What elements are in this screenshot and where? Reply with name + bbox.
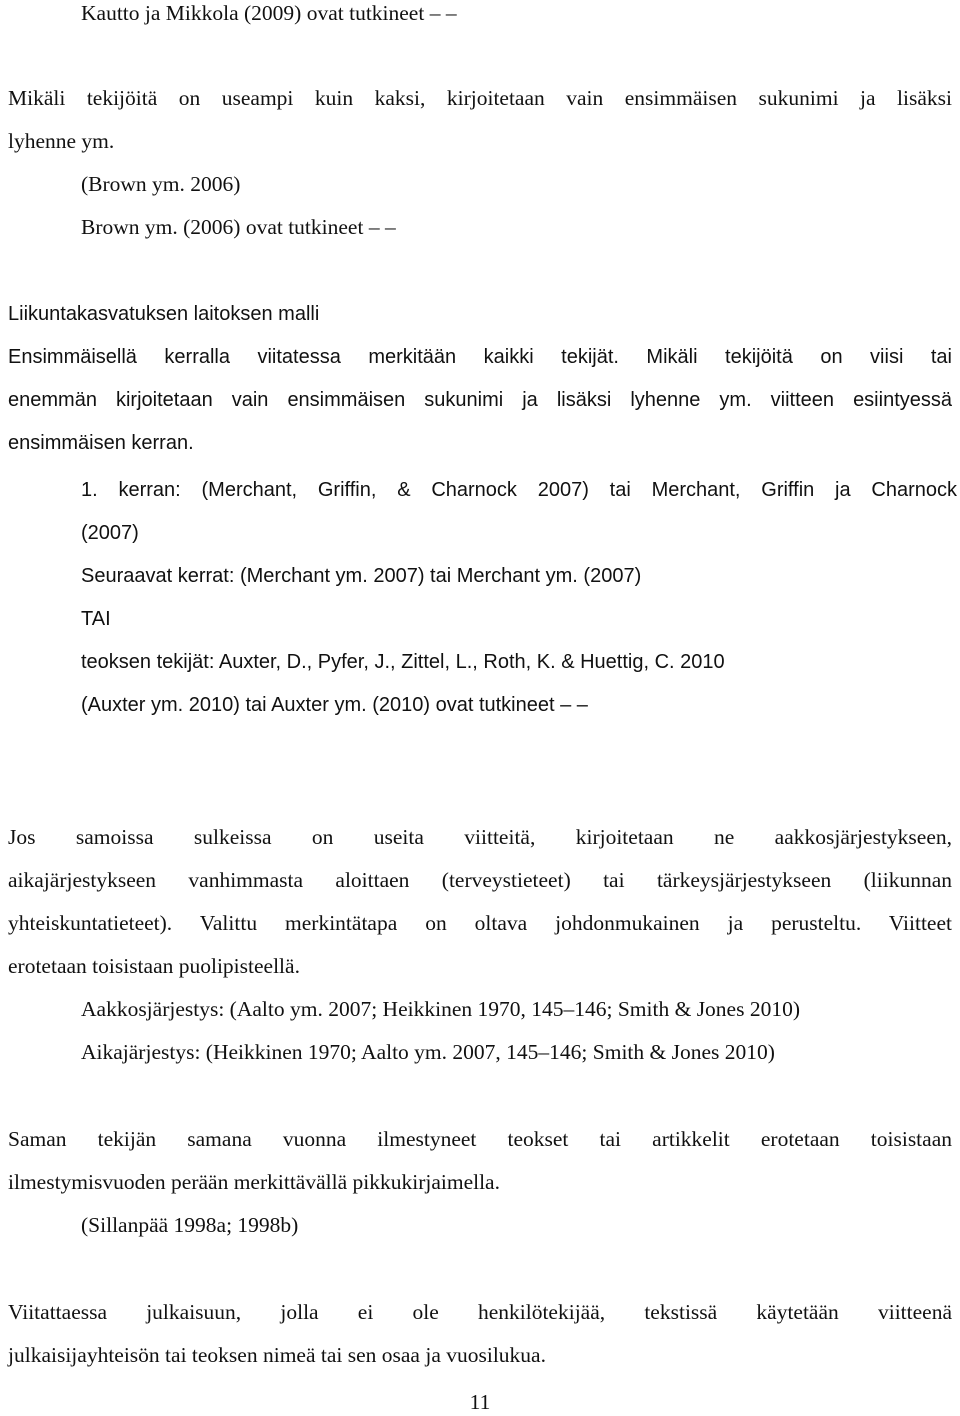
paragraph-line: ensimmäisen kerran. [8,432,194,454]
example-line: teoksen tekijät: Auxter, D., Pyfer, J., Zittel, L., Roth, K. & Huettig, C. 2010 [81,651,725,673]
paragraph-line: Jos samoissa sulkeissa on useita viitteitä, kirjoitetaan ne aakkosjärjestykseen, [8,825,952,849]
paragraph-line: aikajärjestykseen vanhimmasta aloittaen (terveystieteet) tai tärkeysjärjestykseen (liikunnan [8,868,952,892]
paragraph-line: enemmän kirjoitetaan vain ensimmäisen sukunimi ja lisäksi lyhenne ym. viitteen esiintyessä [8,389,952,411]
example-line: (2007) [81,522,139,544]
example-line: (Auxter ym. 2010) tai Auxter ym. (2010) ovat tutkineet – – [81,694,588,716]
paragraph-line: erotetaan toisistaan puolipisteellä. [8,954,300,978]
section-heading: Liikuntakasvatuksen laitoksen malli [8,303,320,325]
paragraph-line: Viitattaessa julkaisuun, jolla ei ole henkilötekijää, tekstissä käytetään viitteenä [8,1300,952,1324]
example-line: Aikajärjestys: (Heikkinen 1970; Aalto ym. 2007, 145–146; Smith & Jones 2010) [81,1040,775,1064]
paragraph-line: julkaisijayhteisön tai teoksen nimeä tai sen osaa ja vuosilukua. [8,1343,546,1367]
example-line: Aakkosjärjestys: (Aalto ym. 2007; Heikkinen 1970, 145–146; Smith & Jones 2010) [81,997,801,1021]
paragraph-line: Ensimmäisellä kerralla viitatessa merkitään kaikki tekijät. Mikäli tekijöitä on viisi tai [8,346,952,368]
paragraph-line: lyhenne ym. [8,129,115,153]
example-line: Brown ym. (2006) ovat tutkineet – – [81,215,396,239]
two-authors-example-tail: Kautto ja Mikkola (2009) ovat tutkineet – – [81,1,457,25]
page-number: 11 [469,1390,491,1414]
example-line: TAI [81,608,111,630]
paragraph-line: yhteiskuntatieteet). Valittu merkintätapa on oltava johdonmukainen ja perusteltu. Viitteet [8,911,952,935]
example-line: 1. kerran: (Merchant, Griffin, & Charnock 2007) tai Merchant, Griffin ja Charnock [81,479,957,501]
paragraph-line: Mikäli tekijöitä on useampi kuin kaksi, kirjoitetaan vain ensimmäisen sukunimi ja lisäksi [8,86,952,110]
example-line: (Brown ym. 2006) [81,172,241,196]
paragraph-line: Saman tekijän samana vuonna ilmestyneet teokset tai artikkelit erotetaan toisistaan [8,1127,952,1151]
paragraph-line: ilmestymisvuoden perään merkittävällä pikkukirjaimella. [8,1170,500,1194]
example-line: (Sillanpää 1998a; 1998b) [81,1213,299,1237]
example-line: Seuraavat kerrat: (Merchant ym. 2007) tai Merchant ym. (2007) [81,565,642,587]
